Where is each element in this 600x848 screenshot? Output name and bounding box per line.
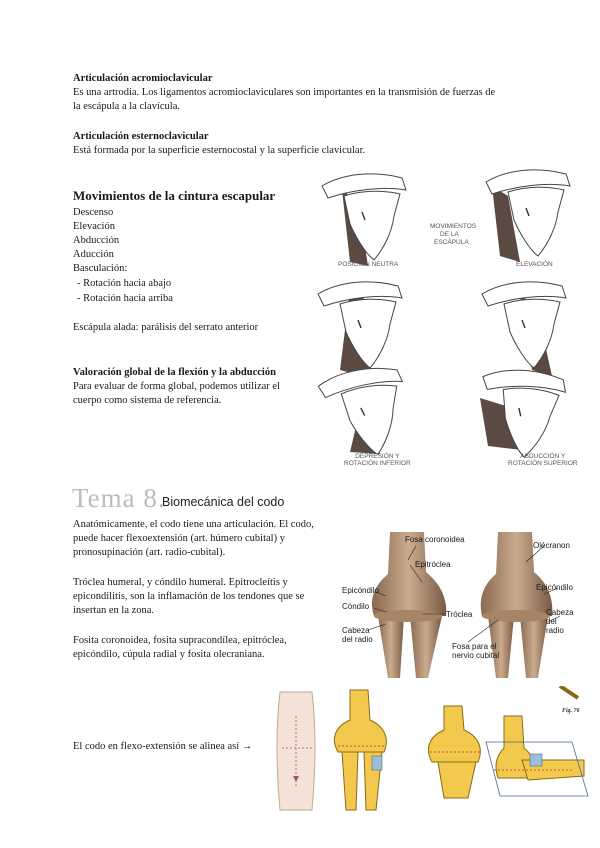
label-line: Fosa para el [452,642,497,651]
movimientos-subitem: - Rotación hacia arriba [77,293,173,304]
scapula-abduccion [318,282,402,378]
label-epicondilo-right: Epicóndilo [536,583,573,592]
center-title-line: ESCÁPULA [434,239,469,246]
scapula-depresion [317,365,410,459]
codo-p1-line: pronosupinación (art. radio-cubital). [73,547,226,558]
esterno-title: Articulación esternoclavicular [73,131,209,142]
label-elevacion: ELEVACIÓN [516,261,553,268]
scapula-movements-figure [310,160,580,460]
label-epicondilo-left: Epicóndilo [342,586,379,595]
movimientos-item: Basculación: [73,263,128,274]
scapula-abd-rot [473,365,568,460]
label-line: del [546,617,557,626]
valoracion-title: Valoración global de la flexión y la abducción [73,367,276,378]
codo-p3-line: Fosita coronoidea, fosita supracondílea, epitróclea, [73,635,287,646]
acromio-line-2: la escápula a la clavícula. [73,101,180,112]
codo-p3-line: epicóndilo, cúpula radial y fosita olecraniana. [73,649,265,660]
scapula-elevacion [486,170,570,262]
label-line: nervio cubital [452,651,500,660]
label-condilo: Cóndilo [342,602,370,611]
codo-p1-line: puede hacer flexoextensión (art. húmero cubital) y [73,533,285,544]
label-epitroclea: Epitróclea [415,560,451,569]
elbow-bones-1 [334,690,386,810]
elbow-bones-3 [486,686,588,796]
elbow-anterior-view [372,532,446,678]
codo-p2-line: Tróclea humeral, y cóndilo humeral. Epitrocleítis y [73,577,288,588]
valoracion-line-2: cuerpo como sistema de referencia. [73,395,222,406]
label-line: del radio [342,635,373,644]
label-fosa-nervio [452,642,499,660]
label-depresion-line: ROTACIÓN INFERIOR [344,460,411,467]
label-line: Cabeza [546,608,574,617]
fig-76-label: Fig. 76 [562,708,580,714]
label-neutral: POSICIÓN NEUTRA [338,261,399,268]
tema-subtitle: Biomecánica del codo [162,495,285,509]
label-depresion [344,453,411,467]
label-abd-rot [508,453,578,467]
label-fosa-coronoidea: Fosa coronoidea [405,535,465,544]
movimientos-title: Movimientos de la cintura escapular [73,188,276,203]
label-cabeza-radio-right [546,608,574,635]
label-olecranon: Olécranon [533,541,570,550]
valoracion-line-1: Para evaluar de forma global, podemos utilizar el [73,381,281,392]
acromio-title: Articulación acromioclavicular [73,73,213,84]
label-line: radio [546,626,564,635]
escapula-alada-note: Escápula alada: parálisis del serrato anterior [73,322,259,333]
movimientos-item: Aducción [73,249,114,260]
codo-p2-line: insertan en la zona. [73,605,155,616]
label-cabeza-radio-left [342,626,373,644]
label-abd-rot-line: ROTACIÓN SUPERIOR [508,460,578,467]
label-troclea: Tróclea [446,610,473,619]
movimientos-item: Abducción [73,235,120,246]
label-line: Cabeza [342,626,370,635]
flexo-extension-note: El codo en flexo-extensión se alinea así → [73,741,253,752]
flexo-extension-figure [272,686,590,816]
esterno-line-1: Está formada por la superficie esternocostal y la superficie clavicular. [73,145,366,156]
label-depresion-line: DEPRESIÓN Y [355,453,400,460]
movimientos-item: Elevación [73,221,115,232]
codo-p1-line: Anatómicamente, el codo tiene una articulación. El codo, [73,519,314,530]
arm-outline [277,692,315,810]
acromio-line-1: Es una artrodia. Los ligamentos acromioclaviculares son importantes en la transmisión de fuerzas de [73,87,496,98]
center-title-line: MOVIMIENTOS [430,223,477,230]
label-abd-rot-line: ABDUCCIÓN Y [520,453,566,460]
tema-heading: Tema 8. [72,483,166,513]
movimientos-subitem: - Rotación hacia abajo [77,278,172,289]
movimientos-item: Descenso [73,207,114,218]
center-title-line: DE LA [440,231,459,238]
scapula-aduccion [482,282,566,376]
scapula-neutral [322,174,406,266]
elbow-bones-2 [428,706,482,798]
codo-p2-line: epicondilitis, son la inflamación de los tendones que se [73,591,305,602]
